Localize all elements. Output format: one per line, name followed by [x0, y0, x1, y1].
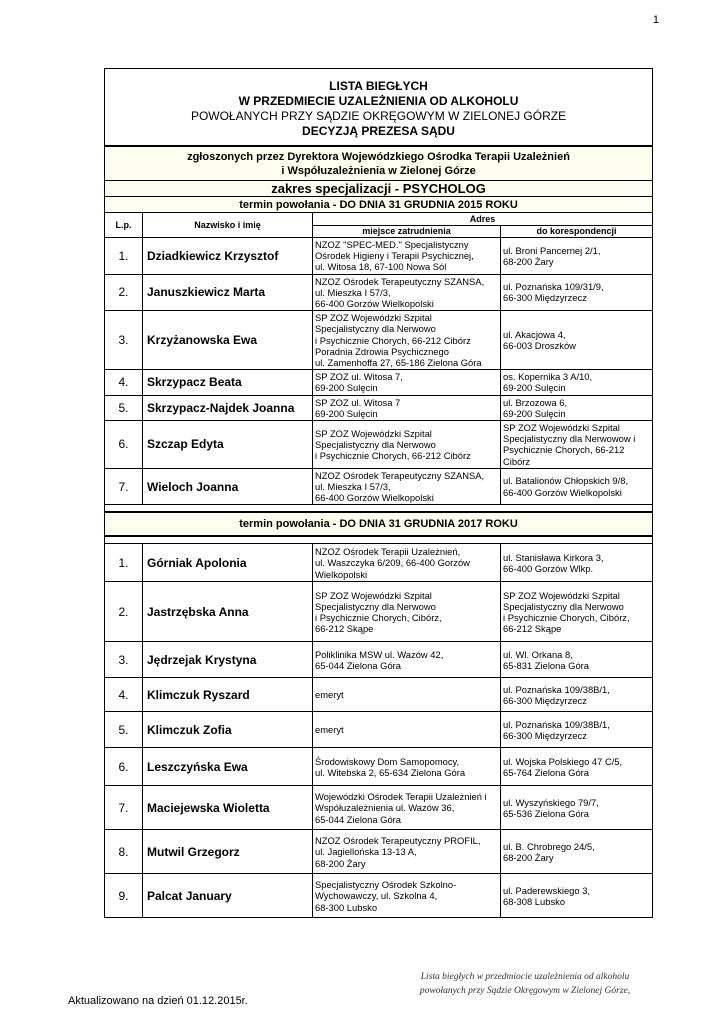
table-row	[105, 874, 653, 918]
row-correspondence: ul. Poznańska 109/38B/1, 66-300 Międzyrzecz	[501, 712, 653, 748]
row-name: Maciejewska Wioletta	[143, 786, 313, 830]
row-lp: 4.	[105, 370, 143, 395]
spacer	[105, 505, 653, 513]
title-block	[105, 69, 653, 147]
row-correspondence: ul. Akacjowa 4, 66-003 Droszków	[501, 311, 653, 370]
row-lp: 1.	[105, 544, 143, 582]
footer-caption-line-2: powołanych przy Sądzie Okręgowym w Zielonej Górze,	[419, 986, 631, 996]
table-row	[105, 468, 653, 505]
row-workplace: SP ZOZ Wojewódzki Szpital Specjalistyczny dla Nerwowo i Psychicznie Chorych, 66-212 Cibórz	[313, 421, 501, 469]
table-row	[105, 748, 653, 786]
table-row	[105, 421, 653, 469]
row-lp: 9.	[105, 874, 143, 918]
row-workplace: NZOZ Ośrodek Terapii Uzależnień, ul. Waszczyka 6/209, 66-400 Gorzów Wielkopolski	[313, 544, 501, 582]
row-lp: 5.	[105, 395, 143, 420]
row-name: Krzyżanowska Ewa	[143, 311, 313, 370]
specialization: zakres specjalizacji - PSYCHOLOG	[105, 181, 653, 197]
row-workplace: SP ZOZ Wojewódzki Szpital Specjalistyczny dla Nerwowo i Psychicznie Chorych, Cibórz, 66-212 Skąpe	[313, 582, 501, 642]
row-lp: 6.	[105, 748, 143, 786]
term-2017: termin powołania - DO DNIA 31 GRUDNIA 2017 ROKU	[105, 512, 653, 536]
row-lp: 2.	[105, 582, 143, 642]
row-workplace: Wojewódzki Ośrodek Terapii Uzależnień i Współuzależnienia ul. Wazów 36, 65-044 Zielona Góra	[313, 786, 501, 830]
row-correspondence: os. Kopernika 3 A/10, 69-200 Sulęcin	[501, 370, 653, 395]
table-row	[105, 830, 653, 874]
row-correspondence: ul. Brzozowa 6, 69-200 Sulęcin	[501, 395, 653, 420]
row-name: Leszczyńska Ewa	[143, 748, 313, 786]
table-row	[105, 642, 653, 678]
row-workplace: Poliklinika MSW ul. Wazów 42, 65-044 Zielona Góra	[313, 642, 501, 678]
table-row	[105, 274, 653, 311]
row-name: Januszkiewicz Marta	[143, 274, 313, 311]
row-correspondence: SP ZOZ Wojewódzki Szpital Specjalistyczny dla Nerwowo i Psychicznie Chorych, Cibórz, 66-212 Skąpe	[501, 582, 653, 642]
row-correspondence: SP ZOZ Wojewódzki Szpital Specjalistyczny dla Nerwowow i Psychicznie Chorych, 66-212 Cibórz	[501, 421, 653, 469]
row-correspondence: ul. Wyszyńskiego 79/7, 65-536 Zielona Góra	[501, 786, 653, 830]
spacer	[105, 536, 653, 544]
table-row	[105, 238, 653, 275]
row-lp: 3.	[105, 311, 143, 370]
row-correspondence: ul. Stanisława Kirkora 3, 66-400 Gorzów Wlkp.	[501, 544, 653, 582]
row-correspondence: ul. Poznańska 109/31/9, 66-300 Międzyrzecz	[501, 274, 653, 311]
row-workplace: NZOZ Ośrodek Terapeutyczny PROFIL, ul. Jagiellońska 13-13 A, 68-200 Żary	[313, 830, 501, 874]
submitted-by-line-2: i Współuzależnienia w Zielonej Górze	[281, 164, 476, 177]
row-workplace: emeryt	[313, 678, 501, 712]
row-name: Skrzypacz Beata	[143, 370, 313, 395]
row-lp: 2.	[105, 274, 143, 311]
table-row	[105, 712, 653, 748]
header-correspondence: do korespondencji	[501, 226, 653, 238]
row-name: Klimczuk Ryszard	[143, 678, 313, 712]
table-row	[105, 370, 653, 395]
row-lp: 5.	[105, 712, 143, 748]
page-number: 1	[652, 14, 659, 26]
row-lp: 4.	[105, 678, 143, 712]
term-2015: termin powołania - DO DNIA 31 GRUDNIA 2015 ROKU	[105, 197, 653, 213]
row-correspondence: ul. Wojska Polskiego 47 C/5, 65-764 Zielona Góra	[501, 748, 653, 786]
row-workplace: SP ZOZ ul. Witosa 7 69-200 Sulęcin	[313, 395, 501, 420]
row-name: Szczap Edyta	[143, 421, 313, 469]
row-lp: 1.	[105, 238, 143, 275]
term-row-2015	[105, 197, 653, 213]
row-correspondence: ul. B. Chrobrego 24/5, 68-200 Żary	[501, 830, 653, 874]
row-correspondence: ul. Wl. Orkana 8, 65-831 Zielona Góra	[501, 642, 653, 678]
row-workplace: Środowiskowy Dom Samopomocy, ul. Witebska 2, 65-634 Zielona Góra	[313, 748, 501, 786]
table-row	[105, 582, 653, 642]
row-workplace: NZOZ Ośrodek Terapeutyczny SZANSA, ul. Mieszka I 57/3, 66-400 Gorzów Wielkopolski	[313, 468, 501, 505]
title-line-4: DECYZJĄ PREZESA SĄDU	[302, 124, 455, 138]
footer-caption	[395, 970, 655, 998]
row-workplace: NZOZ "SPEC-MED." Specjalistyczny Ośrodek Higieny i Terapii Psychicznej, ul. Witosa 18, 67-100 Nowa Sól	[313, 238, 501, 275]
row-correspondence: ul. Poznańska 109/38B/1, 66-300 Międzyrzecz	[501, 678, 653, 712]
table-row	[105, 786, 653, 830]
row-correspondence: ul. Broni Pancernej 2/1, 68-200 Żary	[501, 238, 653, 275]
row-name: Dziadkiewicz Krzysztof	[143, 238, 313, 275]
row-correspondence: ul. Paderewskiego 3, 68-308 Lubsko	[501, 874, 653, 918]
row-lp: 8.	[105, 830, 143, 874]
specialization-row	[105, 181, 653, 197]
row-workplace: NZOZ Ośrodek Terapeutyczny SZANSA, ul. Mieszka I 57/3, 66-400 Gorzów Wielkopolski	[313, 274, 501, 311]
header-name: Nazwisko i imię	[143, 213, 313, 238]
row-lp: 3.	[105, 642, 143, 678]
row-name: Wieloch Joanna	[143, 468, 313, 505]
submitted-by-line-1: zgłoszonych przez Dyrektora Wojewódzkiego Ośrodka Terapii Uzależnień	[187, 150, 570, 163]
title-line-1: LISTA BIEGŁYCH	[329, 79, 428, 93]
row-workplace: SP ZOZ ul. Witosa 7, 69-200 Sulęcin	[313, 370, 501, 395]
table-row	[105, 311, 653, 370]
row-name: Mutwil Grzegorz	[143, 830, 313, 874]
table-row	[105, 395, 653, 420]
updated-date: Aktualizowano na dzień 01.12.2015r.	[68, 995, 248, 1007]
row-workplace: emeryt	[313, 712, 501, 748]
row-name: Skrzypacz-Najdek Joanna	[143, 395, 313, 420]
header-lp: L.p.	[105, 213, 143, 238]
table-row	[105, 678, 653, 712]
row-name: Górniak Apolonia	[143, 544, 313, 582]
term-row-2017	[105, 512, 653, 536]
row-correspondence: ul. Batalionów Chłopskich 9/8, 66-400 Gorzów Wielkopolski	[501, 468, 653, 505]
header-address: Adres	[313, 213, 653, 226]
title-line-2: W PRZEDMIECIE UZALEŻNIENIA OD ALKOHOLU	[238, 94, 519, 108]
table-row	[105, 544, 653, 582]
row-workplace: Specjalistyczny Ośrodek Szkolno- Wychowawczy, ul. Szkolna 4, 68-300 Lubsko	[313, 874, 501, 918]
row-lp: 7.	[105, 468, 143, 505]
row-lp: 6.	[105, 421, 143, 469]
row-workplace: SP ZOZ Wojewódzki Szpital Specjalistyczny dla Nerwowo i Psychicznie Chorych, 66-212 Cibórz Poradnia Zdrowia Psychicznego ul. Zamenhoffa 27, 65-186 Zielona Góra	[313, 311, 501, 370]
row-name: Jędrzejak Krystyna	[143, 642, 313, 678]
footer-caption-line-1: Lista biegłych w przedmiocie uzależnienia od alkoholu	[420, 972, 630, 982]
row-lp: 7.	[105, 786, 143, 830]
title-line-3: POWOŁANYCH PRZY SĄDZIE OKRĘGOWYM W ZIELONEJ GÓRZE	[190, 109, 567, 123]
header-row-1	[105, 213, 653, 226]
submitted-by-row	[105, 146, 653, 181]
row-name: Klimczuk Zofia	[143, 712, 313, 748]
row-name: Jastrzębska Anna	[143, 582, 313, 642]
header-workplace: miejsce zatrudnienia	[313, 226, 501, 238]
row-name: Palcat January	[143, 874, 313, 918]
expert-list-document	[104, 68, 652, 918]
expert-table	[104, 68, 653, 918]
